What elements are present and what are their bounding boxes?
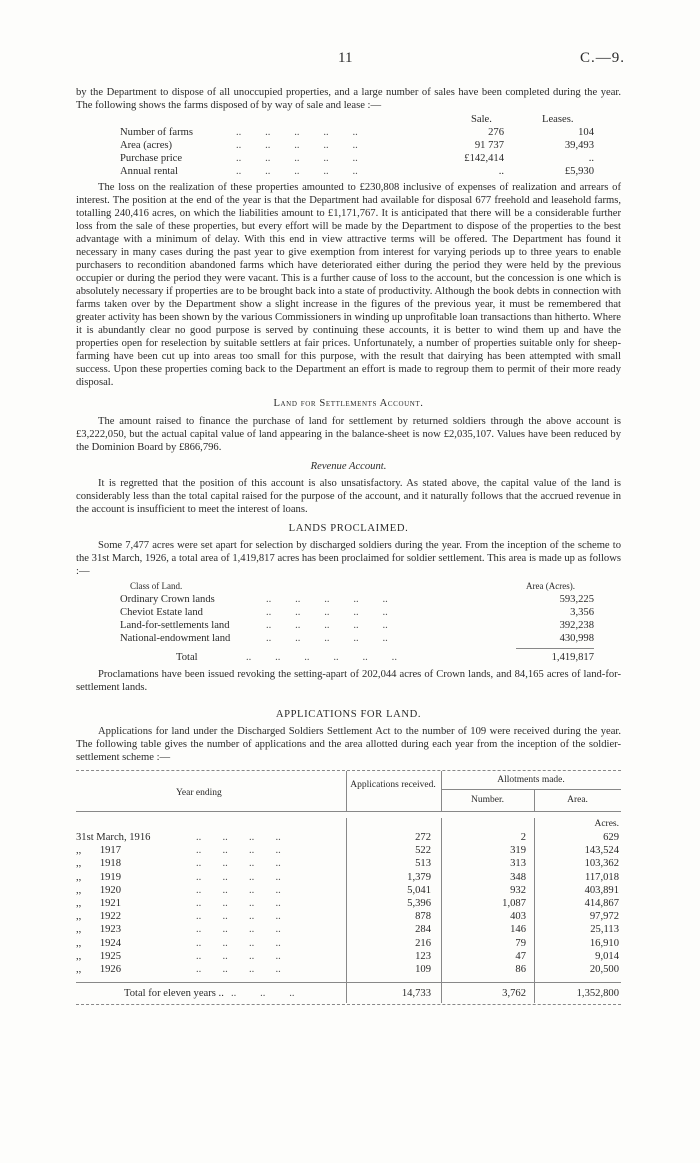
applications-paragraph: Applications for land under the Discharged Soldiers Settlement Act to the number of 109 were received during the year. The following table gives the number of applications and the area allotted during each year from the inception of the soldier-settlement scheme :—	[76, 726, 621, 763]
applications-table	[76, 770, 621, 1005]
col-sale: Sale.	[471, 114, 492, 125]
app-area: 97,972	[589, 911, 619, 923]
document-code: C.—9.	[580, 50, 626, 66]
app-received: 123	[415, 950, 431, 962]
page-number: 11	[338, 50, 353, 66]
land-account-paragraph: The amount raised to finance the purchase of land for settlement by returned soldiers through the above account is £3,222,050, but the actual capital value of land appearing in the balance-sheet is now £2,035,107. Values have been reduced by the Dominion Board by £866,796.	[76, 416, 621, 453]
app-received: 272	[415, 832, 431, 843]
table-row: ,, 1918 .. .. .. .. 513 313 103,362	[76, 858, 619, 870]
col-allotments: Allotments made.	[497, 775, 565, 785]
table-row: ,, 1922 .. .. .. .. 878 403 97,972	[76, 911, 619, 923]
app-area: 403,891	[584, 884, 619, 896]
disposal-label: Annual rental	[120, 166, 178, 177]
app-received: 513	[415, 858, 431, 870]
app-area: 103,362	[584, 858, 619, 870]
app-area: 629	[603, 832, 619, 843]
app-received: 284	[415, 924, 431, 936]
app-number: 319	[510, 845, 526, 857]
col-class: Class of Land.	[130, 581, 183, 591]
revenue-heading: Revenue Account.	[310, 461, 387, 472]
disposals-row: Area (acres) .. .. .. .. .. 91 737 39,493	[120, 140, 594, 151]
app-received: 5,396	[407, 897, 431, 909]
table-row: ,, 1923 .. .. .. .. 284 146 25,113	[76, 924, 619, 936]
revenue-paragraph: It is regretted that the position of this account is also unsatisfactory. As stated above, the capital value of the land is considerably less than the total capital raised for the purpose of the account, and it naturally follows that the accrued revenue in the account is insufficient to meet the interest of loans.	[76, 478, 621, 515]
proclamations-paragraph: Proclamations have been issued revoking the setting-apart of 202,044 acres of Crown lands, and 84,165 acres of land-for-settlement lands.	[76, 669, 621, 693]
lands-header	[76, 580, 621, 593]
disposal-label: Area (acres)	[120, 140, 173, 151]
col-area: Area (Acres).	[526, 581, 575, 591]
app-area: 143,524	[584, 845, 619, 857]
disposals-row: Annual rental .. .. .. .. .. .. £5,930	[120, 166, 594, 177]
unit-label: Acres.	[594, 819, 619, 829]
app-year: ,, 1918	[76, 858, 122, 870]
lands-proclaimed-heading: LANDS PROCLAIMED.	[288, 523, 409, 534]
disposal-sale: £142,414	[464, 153, 504, 164]
table-row: ,, 1921 .. .. .. .. 5,396 1,087 414,867	[76, 897, 619, 909]
app-number: 313	[510, 858, 526, 870]
app-received: 109	[415, 963, 431, 975]
table-row: ,, 1917 .. .. .. .. 522 319 143,524	[76, 845, 619, 857]
disposal-label: Number of farms	[120, 127, 193, 138]
app-area: 16,910	[589, 937, 619, 949]
app-year: ,, 1922	[76, 911, 122, 923]
app-number: 86	[515, 963, 526, 975]
table-row: ,, 1919 .. .. .. .. 1,379 348 117,018	[76, 871, 619, 883]
app-received: 5,041	[407, 884, 431, 896]
disposals-table	[76, 113, 621, 178]
land-class: Ordinary Crown lands	[120, 594, 215, 605]
disposal-label: Purchase price	[120, 153, 183, 164]
app-received: 216	[415, 937, 431, 949]
disposals-row: Purchase price .. .. .. .. .. £142,414 ..	[120, 153, 594, 164]
app-year: ,, 1925	[76, 950, 122, 962]
page-header	[0, 52, 700, 68]
table-row: ,, 1926 .. .. .. .. 109 86 20,500	[76, 963, 619, 975]
land-account-heading: Land for Settlements Account.	[273, 398, 424, 409]
app-year: 31st March, 1916	[76, 832, 151, 843]
app-area: 117,018	[584, 871, 619, 883]
app-received: 522	[415, 845, 431, 857]
app-year: ,, 1923	[76, 924, 122, 936]
app-received: 1,379	[407, 871, 431, 883]
app-area: 414,867	[584, 897, 619, 909]
apps-total-row: Total for eleven years .. .. .. .. 14,733 3,762 1,352,800	[124, 988, 619, 1000]
app-year: ,, 1926	[76, 963, 122, 975]
land-area: 430,998	[559, 633, 594, 644]
land-area: 392,238	[559, 620, 594, 631]
disposal-lease: 39,493	[564, 140, 594, 151]
app-number: 2	[520, 832, 526, 843]
intro-paragraph: by the Department to dispose of all unoccupied properties, and a large number of sales have been completed during the year. The following shows the farms disposed of by way of sale and lease :—	[76, 87, 621, 111]
lands-row: Land-for-settlements land .. .. .. .. .. 392,238	[120, 620, 594, 631]
page-body	[76, 86, 621, 1005]
app-year: ,, 1921	[76, 897, 122, 909]
table-row: ,, 1920 .. .. .. .. 5,041 932 403,891	[76, 884, 619, 896]
land-class: Land-for-settlements land	[120, 620, 230, 631]
table-row: 31st March, 1916 .. .. .. .. 272 2 629	[76, 832, 619, 843]
land-area: 593,225	[559, 594, 594, 605]
disposal-sale: ..	[498, 166, 504, 177]
disposal-lease: 104	[578, 127, 594, 138]
app-number: 348	[510, 871, 526, 883]
app-year: ,, 1924	[76, 937, 122, 949]
land-class: Cheviot Estate land	[120, 607, 203, 618]
app-year: ,, 1917	[76, 845, 122, 857]
app-number: 932	[510, 884, 526, 896]
app-area: 20,500	[589, 963, 619, 975]
disposal-sale: 91 737	[474, 140, 504, 151]
col-received: Applications received.	[350, 780, 436, 790]
apps-total-area: 1,352,800	[576, 988, 619, 1000]
disposals-row: Number of farms .. .. .. .. .. 276 104	[120, 127, 594, 138]
col-area: Area.	[567, 795, 588, 805]
app-year: ,, 1919	[76, 871, 122, 883]
lands-row: Ordinary Crown lands .. .. .. .. .. 593,225	[120, 594, 594, 605]
lands-row: National-endowment land .. .. .. .. .. 430,998	[120, 633, 594, 644]
disposals-header	[76, 113, 621, 126]
app-year: ,, 1920	[76, 884, 122, 896]
app-number: 1,087	[502, 897, 526, 909]
col-lease: Leases.	[542, 114, 574, 125]
disposal-lease: £5,930	[564, 166, 594, 177]
disposal-lease: ..	[588, 153, 594, 164]
table-row: ,, 1925 .. .. .. .. 123 47 9,014	[76, 950, 619, 962]
lands-total-row: Total .. .. .. .. .. .. 1,419,817	[176, 652, 594, 663]
disposal-sale: 276	[488, 127, 504, 138]
lands-table	[76, 580, 621, 664]
app-area: 9,014	[595, 950, 619, 962]
col-number: Number.	[471, 795, 504, 805]
applications-heading: APPLICATIONS FOR LAND.	[275, 709, 422, 720]
lands-total-area: 1,419,817	[551, 652, 594, 663]
col-year: Year ending	[176, 788, 222, 798]
apps-total-number: 3,762	[502, 988, 526, 1000]
lands-proclaimed-paragraph: Some 7,477 acres were set apart for selection by discharged soldiers during the year. From the inception of the scheme to the 31st March, 1926, a total area of 1,419,817 acres has been proclaimed for soldier settlement. This area is made up as follows :—	[76, 540, 621, 577]
apps-total-label: Total for eleven years ..	[124, 988, 224, 1000]
unit-row	[76, 818, 621, 831]
apps-total-received: 14,733	[401, 988, 431, 1000]
app-area: 25,113	[590, 924, 619, 936]
lands-total-label: Total	[176, 652, 198, 663]
app-number: 403	[510, 911, 526, 923]
land-class: National-endowment land	[120, 633, 231, 644]
table-row: ,, 1924 .. .. .. .. 216 79 16,910	[76, 937, 619, 949]
lands-row: Cheviot Estate land .. .. .. .. .. 3,356	[120, 607, 594, 618]
app-number: 79	[515, 937, 526, 949]
app-number: 146	[510, 924, 526, 936]
app-number: 47	[515, 950, 526, 962]
land-area: 3,356	[570, 607, 594, 618]
loss-paragraph: The loss on the realization of these properties amounted to £230,808 inclusive of expenses of realization and arrears of interest. The position at the end of the year is that the Department had available for disposal 677 freehold and leasehold farms, totalling 240,416 acres, on which the liabilities amount to £1,171,767. It is anticipated that there will be a considerable further loss from the sale of these properties, but every effort will be made by the Department to dispose of the properties to the best advantage with a minimum of delay. With this end in view attractive terms will be offered. The Department has found it necessary in many cases during the past year to give exemption from interest for varying periods up to three years to enable purchasers to recondition abandoned farms which have deteriorated either during the period they were held by the previous occupier or during the period they were vacant. This is a further cause of loss to the account, but the concession is one which is absolutely necessary if properties are to be brought back into a state of productivity. Although the book debts in connection with farms taken over by the Department show a slight increase in the figures of the previous year, it must be remembered that greater activity has been shown by the various Commissioners in winding up unprofitable loan transactions than hitherto. Where it is abundantly clear no good purpose is served by continuing these accounts, it is better to wind them up and have the properties open for reselection by suitable settlers at fair prices. Unfortunately, a number of properties suitable only for sheep-farming have been cut up into areas too small for this purpose, with the result that dairying has been attempted with small success. Upon these properties coming back to the Department an effort is made to regroup them to permit of their more ready disposal.	[76, 182, 621, 388]
app-received: 878	[415, 911, 431, 923]
